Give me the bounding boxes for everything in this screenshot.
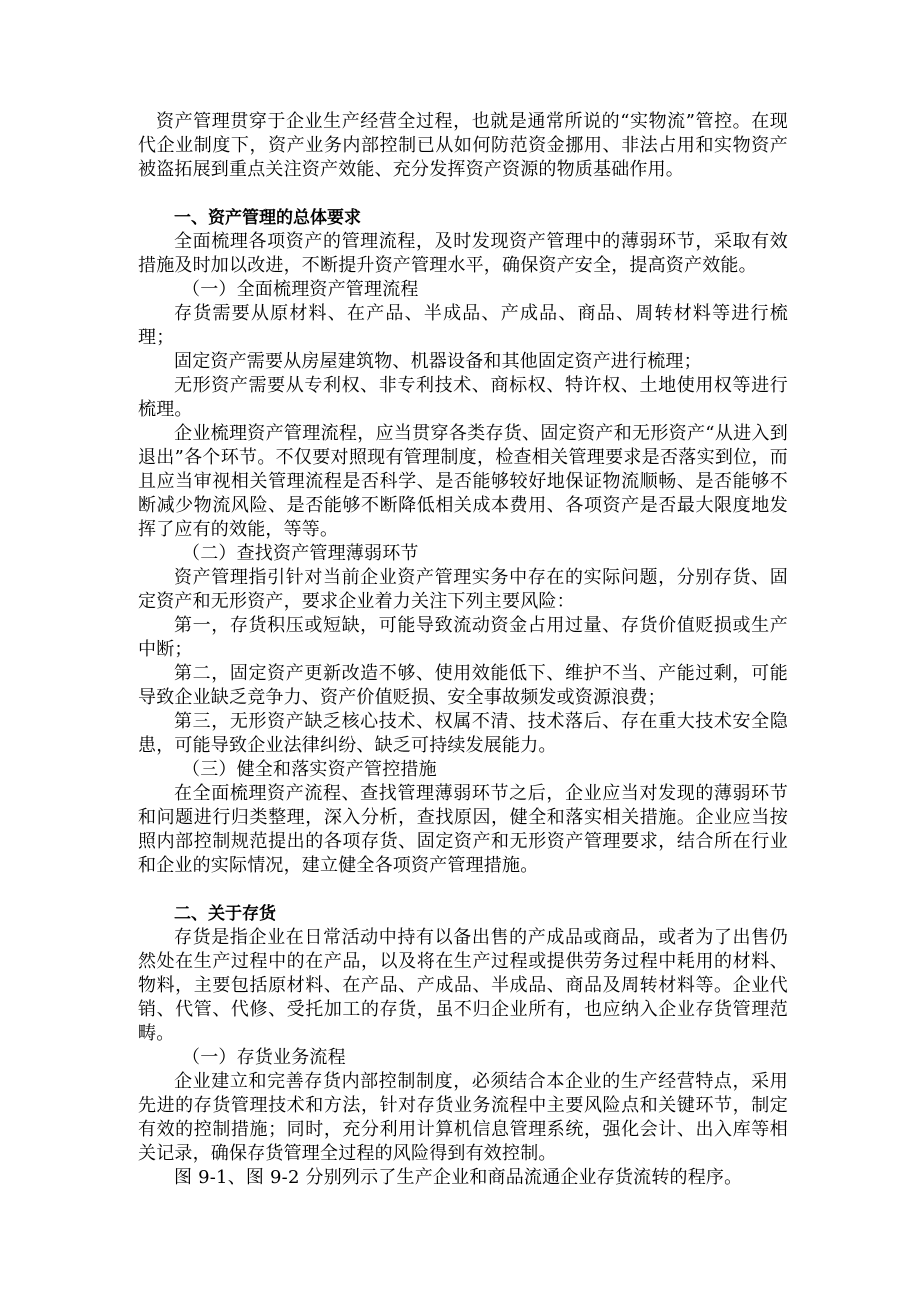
document-page <box>138 110 788 1190</box>
section1-sub1-title: （一）全面梳理资产管理流程 <box>182 279 419 300</box>
section2-lead: 存货是指企业在日常活动中持有以备出售的产成品或商品，或者为了出售仍然处在生产过程中的在产品，以及将在生产过程或提供劳务过程中耗用的材料、物料，主要包括原材料、在产品、产成品、半成品、商品及周转材料等。企业代销、代管、代修、受托加工的存货，虽不归企业所有，也应纳入企业存货管理范畴。 <box>138 927 788 1044</box>
section1-sub2-p1: 资产管理指引针对当前企业资产管理实务中存在的实际问题，分别存货、固定资产和无形资产，要求企业着力关注下列主要风险： <box>138 567 788 612</box>
section1-sub1-p3: 无形资产需要从专利权、非专利技术、商标权、特许权、土地使用权等进行梳理。 <box>138 375 788 420</box>
section2-sub1-title: （一）存货业务流程 <box>182 1047 346 1068</box>
section1-sub2-p2: 第一，存货积压或短缺，可能导致流动资金占用过量、存货价值贬损或生产中断； <box>138 615 788 660</box>
section1-sub3-title: （三）健全和落实资产管控措施 <box>182 759 437 780</box>
section2-sub1-p2: 图 9-1、图 9-2 分别列示了生产企业和商品流通企业存货流转的程序。 <box>174 1167 743 1188</box>
section2-sub1-p1: 企业建立和完善存货内部控制制度，必须结合本企业的生产经营特点，采用先进的存货管理技术和方法，针对存货业务流程中主要风险点和关键环节，制定有效的控制措施；同时，充分利用计算机信息管理系统，强化会计、出入库等相关记录，确保存货管理全过程的风险得到有效控制。 <box>138 1071 788 1164</box>
section1-lead: 全面梳理各项资产的管理流程，及时发现资产管理中的薄弱环节，采取有效措施及时加以改进，不断提升资产管理水平，确保资产安全，提高资产效能。 <box>138 231 788 276</box>
intro-paragraph: 资产管理贯穿于企业生产经营全过程，也就是通常所说的“实物流”管控。在现代企业制度下，资产业务内部控制已从如何防范资金挪用、非法占用和实物资产被盗拓展到重点关注资产效能、充分发挥资产资源的物质基础作用。 <box>138 111 788 180</box>
section2-heading: 二、关于存货 <box>174 904 276 924</box>
section1-sub2-title: （二）查找资产管理薄弱环节 <box>182 543 419 564</box>
section1-sub3-p1: 在全面梳理资产流程、查找管理薄弱环节之后，企业应当对发现的薄弱环节和问题进行归类整理，深入分析，查找原因，健全和落实相关措施。企业应当按照内部控制规范提出的各项存货、固定资产和无形资产管理要求，结合所在行业和企业的实际情况，建立健全各项资产管理措施。 <box>138 783 788 876</box>
spacer <box>138 878 788 902</box>
section1-sub1-p1: 存货需要从原材料、在产品、半成品、产成品、商品、周转材料等进行梳理； <box>138 303 788 348</box>
section1-heading: 一、资产管理的总体要求 <box>174 208 361 228</box>
section1-sub1-p2: 固定资产需要从房屋建筑物、机器设备和其他固定资产进行梳理； <box>174 351 702 372</box>
section1-sub2-p3: 第二，固定资产更新改造不够、使用效能低下、维护不当、产能过剩，可能导致企业缺乏竞争力、资产价值贬损、安全事故频发或资源浪费； <box>138 663 788 708</box>
section1-sub1-p4: 企业梳理资产管理流程，应当贯穿各类存货、固定资产和无形资产“从进入到退出”各个环节。不仅要对照现有管理制度，检查相关管理要求是否落实到位，而且应当审视相关管理流程是否科学、是否能够较好地保证物流顺畅、是否能够不断减少物流风险、是否能够不断降低相关成本费用、各项资产是否最大限度地发挥了应有的效能，等等。 <box>138 423 788 540</box>
spacer <box>138 182 788 206</box>
section1-sub2-p4: 第三，无形资产缺乏核心技术、权属不清、技术落后、存在重大技术安全隐患，可能导致企业法律纠纷、缺乏可持续发展能力。 <box>138 711 788 756</box>
